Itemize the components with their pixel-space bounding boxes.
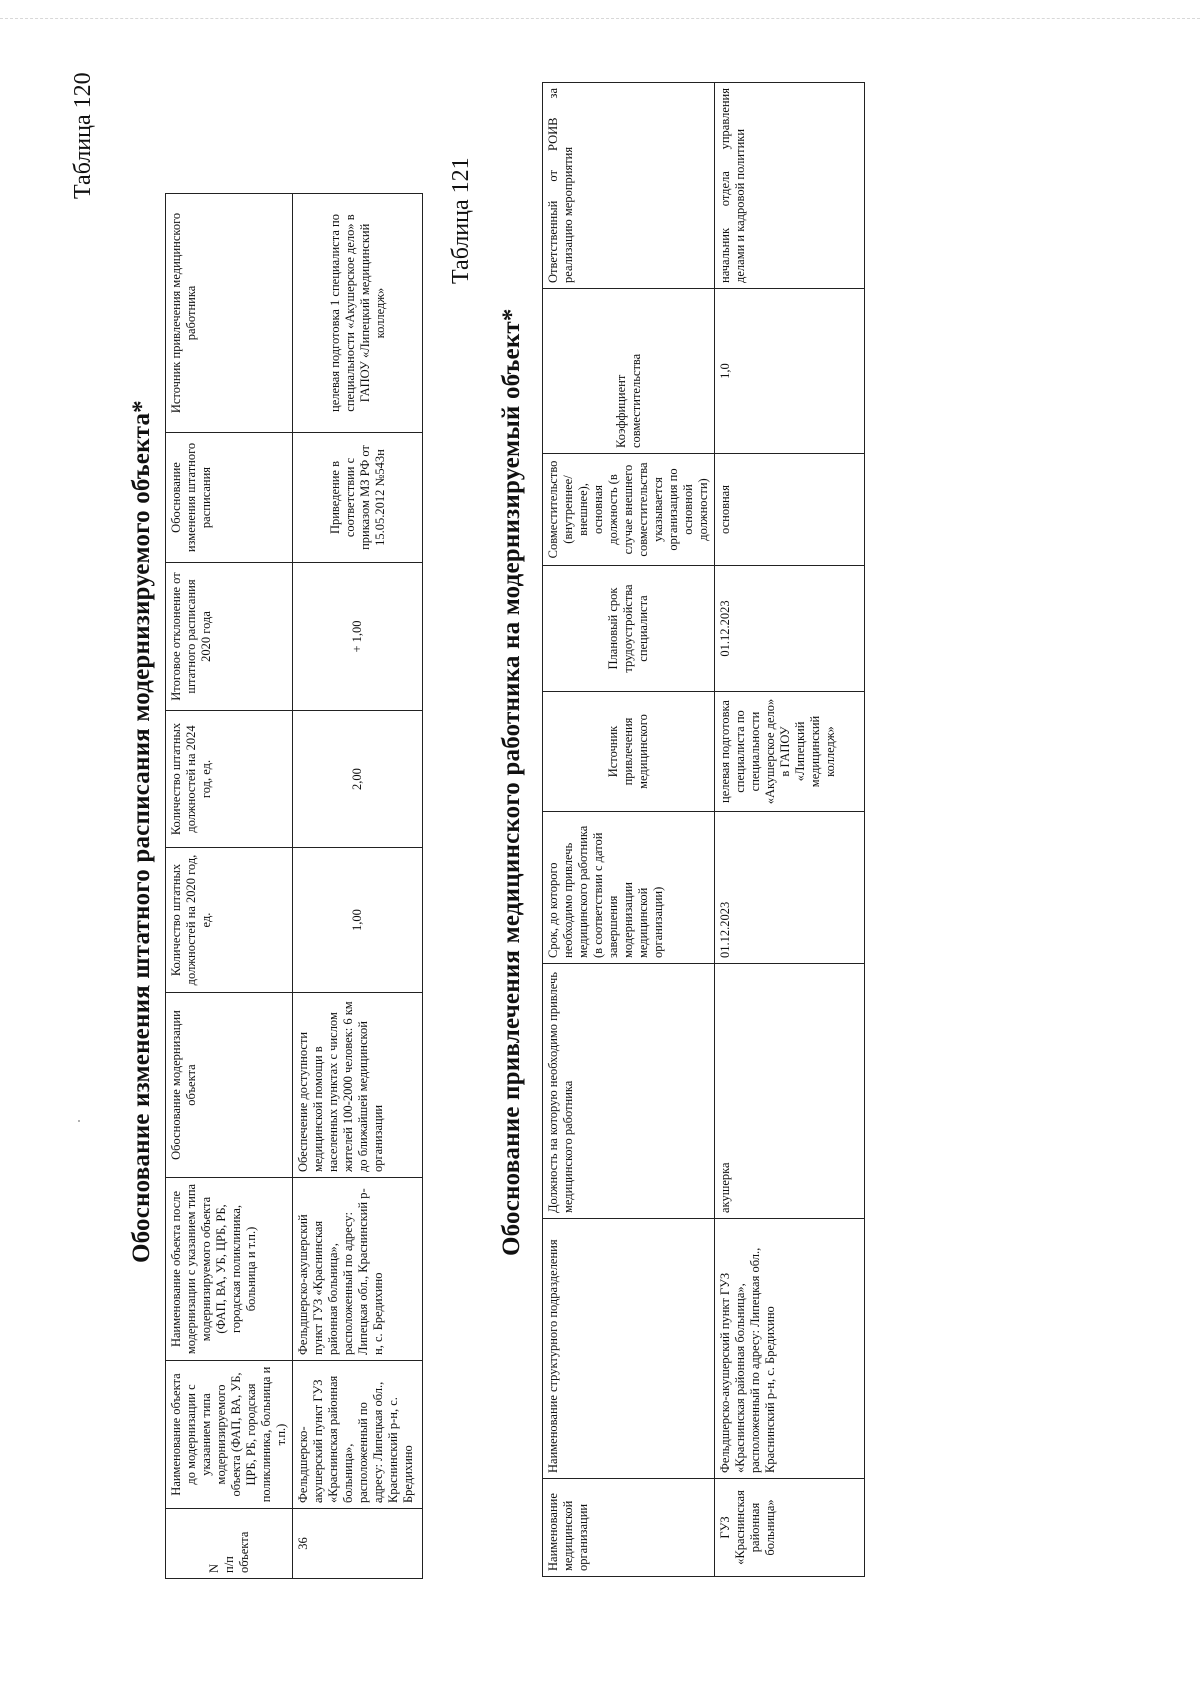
table-121-header-cell: Наименование медицинской организации — [543, 1478, 715, 1576]
scan-edge-line — [0, 18, 1200, 19]
table-120-cell: Обеспечение доступности медицинской помощи в населенных пунктах с числом жителей 100-2000 человек: 6 км до ближайшей медицинской организации — [293, 992, 423, 1177]
table-121-title: Обоснование привлечения медицинского работника на модернизируемый объект* — [498, 307, 525, 1256]
table-120-cell: Фельдшерско-акушерский пункт ГУЗ «Краснинская районная больница», расположенный по адресу: Липецкая обл., Краснинский р-н, с. Бредихино — [293, 1360, 423, 1508]
table-121-header-cell: Ответственный от РОИВ за реализацию мероприятия — [543, 82, 715, 288]
table-120-header-cell: Наименование объекта после модернизации с указанием типа модернизируемого объекта (ФАП, ВА, УБ, ЦРБ, РБ, городская поликлиника, больница и т.п.) — [166, 1177, 293, 1360]
table-120-cell: Приведение в соответствии с приказом МЗ РФ от 15.05.2012 №543н — [293, 432, 423, 562]
rotated-document-page — [60, 69, 1140, 1629]
table-120-header-cell: Обоснование модернизации объекта — [166, 992, 293, 1177]
table-120-number: Таблица 120 — [70, 71, 96, 199]
table-row — [715, 82, 865, 1576]
table-120-header-cell: Количество штатных должностей на 2020 год, ед. — [166, 847, 293, 992]
table-120-cell: 2,00 — [293, 710, 423, 847]
table-121-header-cell: Плановый срок трудоустройства специалиста — [543, 565, 715, 691]
table-120 — [165, 193, 423, 1579]
table-120-header-cell: Количество штатных должностей на 2024 год, ед. — [166, 710, 293, 847]
table-row — [293, 193, 423, 1578]
table-121-header-cell: Коэффициент совместительства — [543, 288, 715, 453]
table-120-header-cell: Наименование объекта до модернизации с указанием типа модернизируемого объекта (ФАП, ВА, УБ, ЦРБ, РБ, городская поликлиника, больница и т.п.) — [166, 1360, 293, 1508]
table-121-cell: основная — [715, 453, 865, 565]
table-120-header-cell: N п/п объекта — [166, 1508, 293, 1578]
table-120-header-cell: Источник привлечения медицинского работника — [166, 193, 293, 432]
table-121-header-cell: Срок, до которого необходимо привлечь медицинского работника (в соответствии с датой завершения модернизации медицинской организации) — [543, 811, 715, 963]
table-121-cell: 01.12.2023 — [715, 565, 865, 691]
table-120-header-cell: Итоговое отклонение от штатного расписания 2020 года — [166, 562, 293, 710]
table-120-cell: + 1,00 — [293, 562, 423, 710]
table-121-cell: ГУЗ «Краснинская районная больница» — [715, 1478, 865, 1576]
table-120-cell: 1,00 — [293, 847, 423, 992]
table-121-header-cell: Совместительство (внутреннее/внешнее), основная должность (в случае внешнего совместительства указывается организация по основной должности) — [543, 453, 715, 565]
table-121-header-cell: Наименование структурного подразделения — [543, 1218, 715, 1478]
table-121-cell: 1,0 — [715, 288, 865, 453]
table-120-title: Обоснование изменения штатного расписания модернизируемого объекта* — [128, 399, 155, 1263]
table-121-header-row — [543, 82, 715, 1576]
table-120-header-row — [166, 193, 293, 1578]
table-121-cell: акушерка — [715, 963, 865, 1218]
table-121-cell: целевая подготовка специалиста по специальности «Акушерское дело» в ГАПОУ «Липецкий медицинский колледж» — [715, 691, 865, 811]
table-121-cell: начальник отдела управления делами и кадровой политики — [715, 82, 865, 288]
table-120-cell: 36 — [293, 1508, 423, 1578]
table-121-cell: Фельдшерско-акушерский пункт ГУЗ «Краснинская районная больница», расположенный по адресу: Липецкая обл., Краснинский р-н, с. Бредихино — [715, 1218, 865, 1478]
table-121-number: Таблица 121 — [448, 156, 474, 284]
table-121-header-cell: Источник привлечения медицинского — [543, 691, 715, 811]
table-120-cell: Фельдшерско-акушерский пункт ГУЗ «Краснинская районная больница», расположенный по адресу: Липецкая обл., Краснинский р-н, с. Бредихино — [293, 1177, 423, 1360]
table-121 — [542, 82, 865, 1577]
table-121-header-cell: Должность на которую необходимо привлечь медицинского работника — [543, 963, 715, 1218]
table-120-cell: целевая подготовка 1 специалиста по специальности «Акушерское дело» в ГАПОУ «Липецкий медицинский колледж» — [293, 193, 423, 432]
table-120-header-cell: Обоснование изменения штатного расписания — [166, 432, 293, 562]
table-121-cell: 01.12.2023 — [715, 811, 865, 963]
